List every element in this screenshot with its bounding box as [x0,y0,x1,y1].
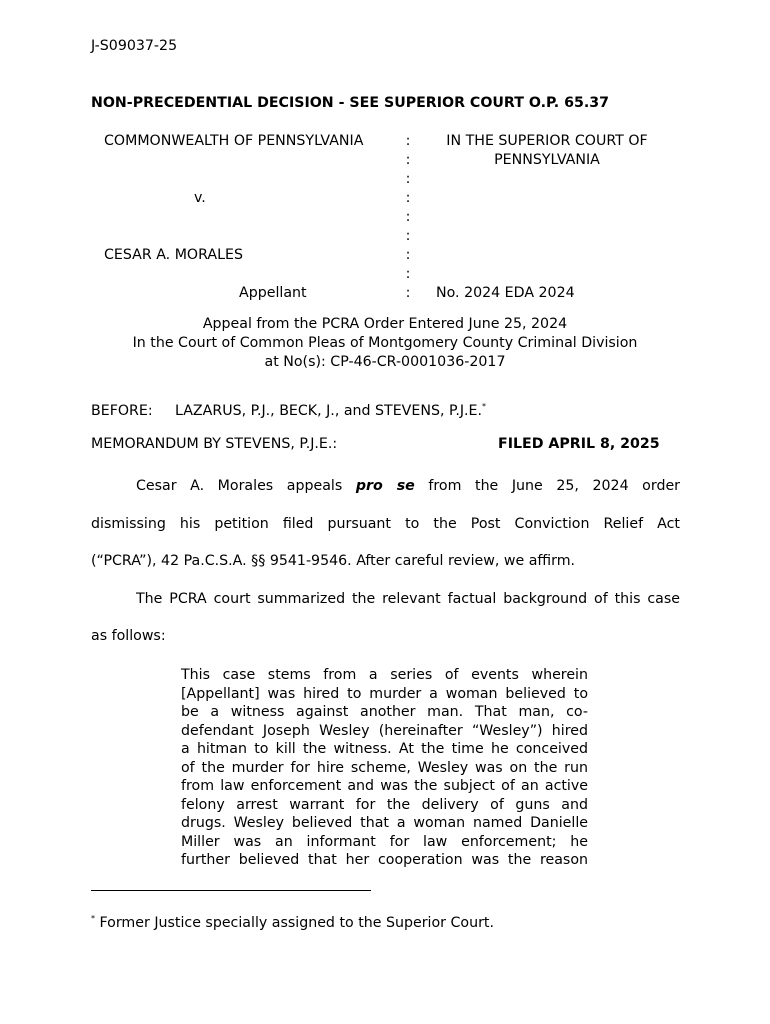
block-quote-line: defendant Joseph Wesley (hereinafter “Wesley”) hired [181,722,588,739]
block-quote-line: further believed that her cooperation was the reason [181,852,588,868]
memorandum-author: MEMORANDUM BY STEVENS, P.J.E.: [91,436,338,452]
block-quote-line: felony arrest warrant for the delivery of guns and [181,796,588,813]
pro-se-emphasis: pro se [355,478,415,494]
appeal-line2: In the Court of Common Pleas of Montgomery County Criminal Division [132,335,638,351]
caption-colon: : [405,152,411,168]
caption-court-line1: IN THE SUPERIOR COURT OF [446,133,648,149]
caption-court-line2: PENNSYLVANIA [494,152,600,168]
footnote-reference[interactable]: * [482,402,487,411]
caption-colon: : [405,190,411,206]
before-label: BEFORE: [91,403,153,419]
footnote [91,914,494,932]
caption-defendant: CESAR A. MORALES [104,247,243,263]
caption-colon: : [405,209,411,225]
block-quote-line: [Appellant] was hired to murder a woman believed to [181,685,588,702]
block-quote-line: Miller was an informant for law enforcement; he [181,833,588,850]
block-quote-line: from law enforcement and was the subject of an active [181,778,588,794]
before-judges-text: LAZARUS, P.J., BECK, J., and STEVENS, P.J.E. [175,403,483,419]
non-precedential-heading: NON-PRECEDENTIAL DECISION - SEE SUPERIOR COURT O.P. 65.37 [91,95,609,111]
body-paragraph1-line2: dismissing his petition filed pursuant to the Post Conviction Relief Act [91,516,680,532]
body-paragraph2-line1: The PCRA court summarized the relevant factual background of this case [136,591,680,607]
caption-plaintiff: COMMONWEALTH OF PENNSYLVANIA [104,133,364,149]
caption-case-number: No. 2024 EDA 2024 [436,285,575,301]
body-paragraph1-line3: (“PCRA”), 42 Pa.C.S.A. §§ 9541-9546. After careful review, we affirm. [91,553,576,569]
caption-colon: : [405,247,411,263]
before-judges [175,402,486,420]
block-quote-line: of the murder for hire scheme, Wesley was on the run [181,759,588,776]
caption-colon: : [405,285,411,301]
appeal-line3: at No(s): CP-46-CR-0001036-2017 [264,354,506,370]
block-quote-line: drugs. Wesley believed that a woman named Danielle [181,815,588,831]
caption-party-role: Appellant [239,285,307,301]
caption-colon: : [405,171,411,187]
docket-id: J-S09037-25 [91,38,178,54]
footnote-divider [91,890,371,891]
appeal-line1: Appeal from the PCRA Order Entered June 25, 2024 [202,316,568,332]
body-paragraph1-line1 [136,477,680,495]
footnote-mark: * [91,914,95,923]
block-quote-line: be a witness against another man. That man, co- [181,704,588,720]
block-quote [181,666,588,870]
block-quote-line: This case stems from a series of events wherein [181,667,588,683]
body-paragraph2-line2: as follows: [91,628,166,644]
caption-colon: : [405,228,411,244]
block-quote-line: a hitman to kill the witness. At the time he conceived [181,741,588,757]
footnote-text: Former Justice specially assigned to the Superior Court. [99,915,495,931]
body-text: from the June 25, 2024 order [428,478,681,494]
caption-versus: v. [194,190,206,206]
filed-date: FILED APRIL 8, 2025 [498,436,660,452]
caption-colon: : [405,266,411,282]
caption-colon: : [405,133,411,149]
body-text: Cesar A. Morales appeals [136,478,343,494]
